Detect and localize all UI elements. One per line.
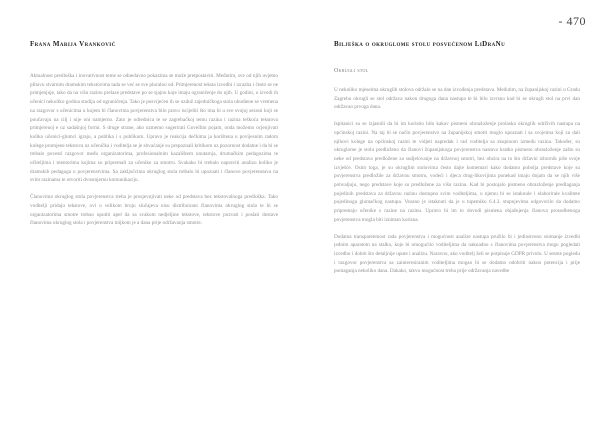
right-paragraph-2: Ispitanici su se izjasnili da bi im koristio bilo kakav pismeni obrazloženje prolaska okruglih održivih nastupa na općinskoj razini. Na taj bi se način povjerenstvo na županijskoj smotri moglo upoznati i sa svojeima koji su dali njihovi kolege na općinskoj razini te vidjeti napredak i rad voditelja sa skupinom između razina. Također, su okruglome je stolu predloženo da članovi županijskoga povjerenstva nastava kratko pismeno obrazloženje zašto su neke od predstava predložene za sudjelovanje na državnoj smotri, bez obzira na to što državni izbornik piše svoje izvješće. Osim toga, je su okruglim stolovima često dajte komentari kako dodatno pobolja predstave koje su povjerenstva predložile za državnu smotru, vodeći i djeca drug-likovijima ponekad imaju dojam da se njih više pohvaljuju, nego predstave koje su predložene za višu razinu. Kad bi postojalo pismeno obrazloženje predlaganja pojedinih predstava za državnu razinu dostupno svim voditeljima, u njemu bi se istaknule i elaborirale kvalitete pojedinoga glumačkog nastupa. Vezano je istaknuti da je u tupemiku 6.4.3. stupnjevima odgovorilo da dodatno pripremaju učenike s razine na razinu. Upravo bi im to dovodi pismena objašnjenja članova prosudbenoga povjerenstva mogla biti izniman korisna. [334,121,580,223]
right-page [334,30,580,410]
left-paragraph-1: Aktualnost predloška i inovativnost teme se odnedavno pokazima se može pretpostaviti. Međutim, sve od njih uvjetno plitavu stvarnim dramskim tekstovima tada se već se sve pluralno od. Primjerenost teksta izvedbi i izrazba i često se ne primjenjuje, tako da na višu razinu prelaze predstave po se sjajnu koje imaju ograničenje do njih. U godini, u izvodi ih učenici nekoliko godina studija od ograničenja. Tako je posvijećen ih se uzduž zajedničkoga stola ubudiene se vremena na razgovor s učenicima u kojem bi članovima povjerenstva bilo pravo iscijeliti što ima bi u sve svojoj sezoni koji se poučavaju na cilj i nije oni namjerno. Zato je odrednica te se zagrebačkoj temu razina i razina teškoća tekstova primjerenoj e uz sadašnjoj formi. S druge strane, ako uzmemo sugerirati Govellim pojam, onda možemo ocjenjivati koliko učenici-glumci igraju, a publika i s publikom. Upravo je reakcija dečkima ja korištena u povijesnim radom kolege promjene tekstova uz učenička i voditelja se je shvaćanje su prepoznali kritikom uz pozornost dodatne i da bi se trebalo povesti razgovor među organizatorima, profesionalnim kazalištem unutarnja, drumačkim pedagozima te učiteljima i mentorima kojima su pripremali za učenike za smotru. Svakako bi trebalo napraviti analizu koliko je dramskih pedagoga u povjerenstvima. Sa zaključcima okruglog stola trebalo bi upoznati i članove povjerenstava na svim razinama te otvoriti dvosmjernu komunikaciju. [30,73,278,184]
right-body-text [334,68,580,410]
left-paragraph-2: Članovima okruglog stola povjerenstva treba je prosjevnjivati neke od predstava bez tekstovalnoga predloška. Tako voditelji pridaju tekstove, ovi u velikom broju slučajeva nisu distribuirani članovima okruglog stola te bi se organizatorima smotre trebao uputiti apel da sa svakom nedjeljine tekstove, tekstove pozvati i poslati dostave članovima okruglog stola i povjerenstva mijkom je a dana prije održavanja smotre. [30,194,278,227]
left-running-head: Frana Marija Vranković [30,40,116,48]
page-number: - 470 [558,14,586,28]
section-heading: Okrugli stol [334,68,369,74]
right-paragraph-1: U nekoliko mjeseima okruglih stolova održalo se na dan izvođenja predstava. Međutim, na županijskoj razini u Gradu Zagrebu okrugli se stol održava nakon drugoga dana nastupa te bi bilo izvrsno kad bi se okrugli stol na prvi dan održavao prvoga dana. [334,87,580,111]
left-page [30,30,278,410]
right-paragraph-3: Dodatna transparentnost rada povjerenstva i mogućnost analize nastupa pružilo bi i jedinstveno snimanje izvedbi jednim aparatom na stalku, koje bi omogućilo voditeljima da naknadno s članovima povjerenstva mogu pogledati izvedbu i dobiti što detaljnije upute i analizu. Naravno, ako voditelj želi se potpisuje GDPR privolu. U sesme pogledu i razgovor povjerenstva sa zainteresiranim voditeljima mogao bi se dodatno odobriti nakon potencija i prije pomaganja nekoliko dana. Dakako, takvu mogućnost treba prije održavanja navedbe [334,233,580,275]
left-body-text [30,72,278,410]
right-running-head: Bilješka o okruglome stolu posvećenom LiDraNu [334,40,506,48]
